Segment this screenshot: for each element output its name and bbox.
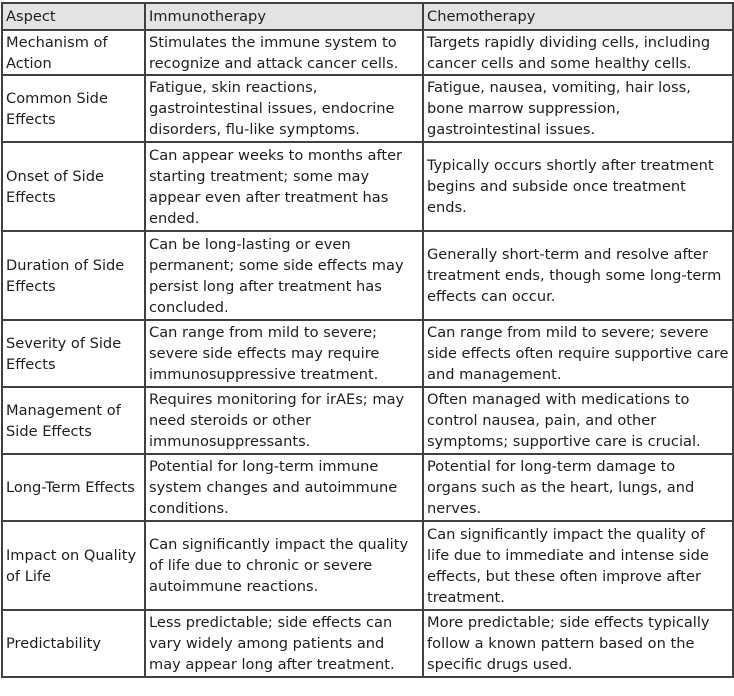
aspect-cell: Predictability (2, 610, 145, 677)
immunotherapy-cell: Fatigue, skin reactions, gastrointestinal issues, endocrine disorders, flu-like symptoms. (145, 75, 423, 142)
header-row (2, 3, 733, 30)
table-row (2, 231, 733, 320)
chemotherapy-cell: Potential for long-term damage to organs such as the heart, lungs, and nerves. (423, 454, 733, 521)
table-row (2, 142, 733, 231)
aspect-cell: Management of Side Effects (2, 387, 145, 454)
aspect-cell: Onset of Side Effects (2, 142, 145, 231)
immunotherapy-cell: Requires monitoring for irAEs; may need steroids or other immunosuppressants. (145, 387, 423, 454)
chemotherapy-cell: Can significantly impact the quality of life due to immediate and intense side effects, but these often improve after treatment. (423, 521, 733, 610)
aspect-cell: Duration of Side Effects (2, 231, 145, 320)
header-chemotherapy: Chemotherapy (423, 3, 733, 30)
immunotherapy-cell: Less predictable; side effects can vary widely among patients and may appear long after treatment. (145, 610, 423, 677)
aspect-cell: Severity of Side Effects (2, 320, 145, 387)
immunotherapy-cell: Potential for long-term immune system changes and autoimmune conditions. (145, 454, 423, 521)
aspect-cell: Long-Term Effects (2, 454, 145, 521)
table-row (2, 610, 733, 677)
table-row (2, 454, 733, 521)
header-aspect: Aspect (2, 3, 145, 30)
immunotherapy-cell: Can range from mild to severe; severe side effects may require immunosuppressive treatment. (145, 320, 423, 387)
table-row (2, 320, 733, 387)
aspect-cell: Mechanism of Action (2, 30, 145, 75)
immunotherapy-cell: Can appear weeks to months after starting treatment; some may appear even after treatment has ended. (145, 142, 423, 231)
chemotherapy-cell: Fatigue, nausea, vomiting, hair loss, bone marrow suppression, gastrointestinal issues. (423, 75, 733, 142)
table-row (2, 387, 733, 454)
aspect-cell: Common Side Effects (2, 75, 145, 142)
aspect-cell: Impact on Quality of Life (2, 521, 145, 610)
table-row (2, 521, 733, 610)
comparison-table (1, 2, 734, 678)
immunotherapy-cell: Stimulates the immune system to recognize and attack cancer cells. (145, 30, 423, 75)
chemotherapy-cell: Often managed with medications to control nausea, pain, and other symptoms; supportive care is crucial. (423, 387, 733, 454)
chemotherapy-cell: More predictable; side effects typically follow a known pattern based on the specific drugs used. (423, 610, 733, 677)
immunotherapy-cell: Can significantly impact the quality of life due to chronic or severe autoimmune reactions. (145, 521, 423, 610)
chemotherapy-cell: Can range from mild to severe; severe side effects often require supportive care and management. (423, 320, 733, 387)
chemotherapy-cell: Generally short-term and resolve after treatment ends, though some long-term effects can occur. (423, 231, 733, 320)
immunotherapy-cell: Can be long-lasting or even permanent; some side effects may persist long after treatment has concluded. (145, 231, 423, 320)
table-row (2, 30, 733, 75)
chemotherapy-cell: Typically occurs shortly after treatment begins and subside once treatment ends. (423, 142, 733, 231)
chemotherapy-cell: Targets rapidly dividing cells, including cancer cells and some healthy cells. (423, 30, 733, 75)
table-row (2, 75, 733, 142)
header-immunotherapy: Immunotherapy (145, 3, 423, 30)
